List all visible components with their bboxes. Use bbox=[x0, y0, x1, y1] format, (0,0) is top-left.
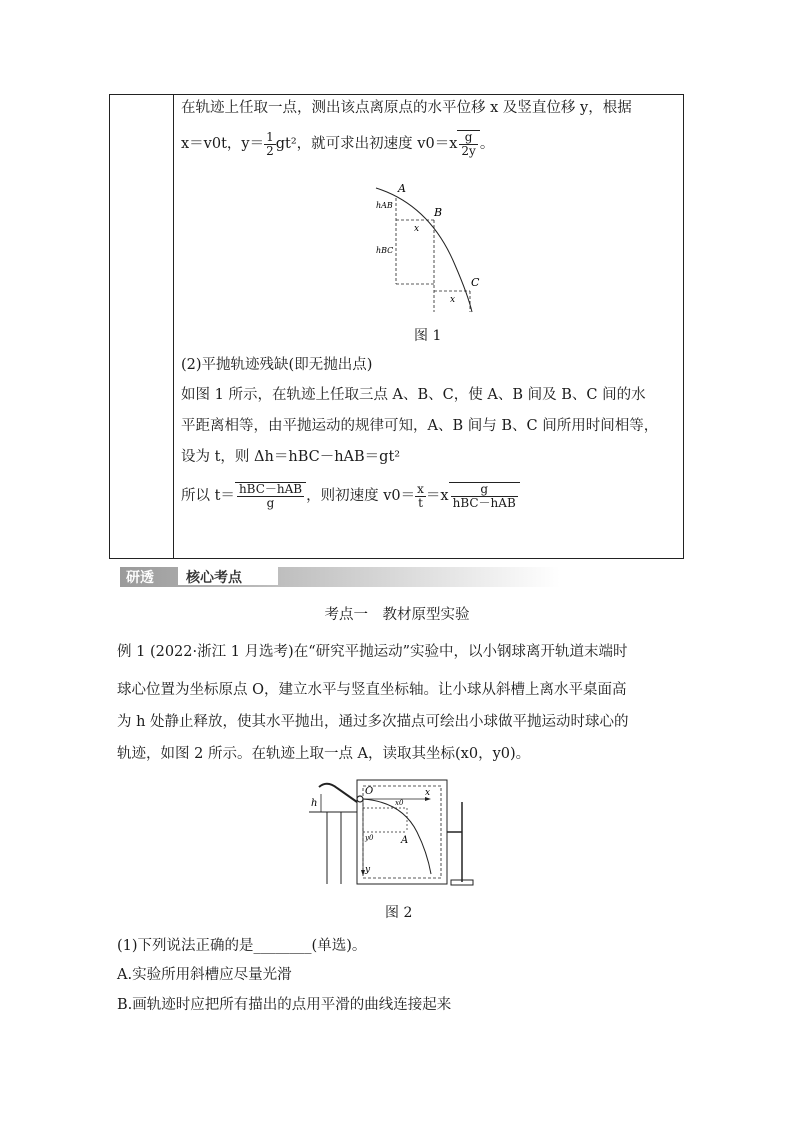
figure2-label-y: y bbox=[365, 865, 371, 875]
table-para3: 设为 t，则 Δh＝hBC－hAB＝gt² bbox=[181, 449, 401, 465]
figure1-caption: 图 1 bbox=[414, 328, 442, 344]
figure2-label-x0: x0 bbox=[395, 799, 404, 807]
example-line1: 例 1 (2022·浙江 1 月选考)在“研究平抛运动”实验中，以小钢球离开轨道末端时 bbox=[117, 644, 628, 660]
figure2-chute bbox=[319, 784, 357, 802]
figure1-label-hbc: hBC bbox=[376, 246, 394, 255]
figure1-diagram bbox=[370, 180, 480, 315]
example-line2: 球心位置为坐标原点 O，建立水平与竖直坐标轴。让小球从斜槽上离水平桌面高 bbox=[117, 682, 627, 698]
figure2-diagram bbox=[307, 772, 487, 892]
figure1-label-c: C bbox=[471, 276, 480, 289]
figure1-label-b: B bbox=[434, 206, 443, 219]
option-a: A.实验所用斜槽应尽量光滑 bbox=[117, 967, 292, 983]
example-line3: 为 h 处静止释放，使其水平抛出，通过多次描点可绘出小球做平抛运动时球心的 bbox=[117, 714, 629, 730]
table-left-column bbox=[110, 95, 174, 558]
figure2-caption: 图 2 bbox=[385, 905, 413, 921]
table-line1: 在轨迹上任取一点，测出该点离原点的水平位移 x 及竖直位移 y，根据 bbox=[181, 100, 632, 116]
table-line2: x＝v0t，y＝ $\frac{1}{2}$ gt²，就可求出初速度 v0＝x $\frac{g}{2y}$ 。 bbox=[181, 129, 495, 158]
figure2-label-h: h bbox=[311, 798, 318, 809]
section-title: 考点一 教材原型实验 bbox=[324, 607, 470, 623]
table-sub-heading: (2)平抛轨迹残缺(即无抛出点) bbox=[181, 357, 373, 373]
figure1-label-hab: hAB bbox=[376, 201, 393, 210]
figure1-label-x2: x bbox=[450, 295, 456, 305]
figure1-label-x1: x bbox=[414, 224, 420, 234]
option-b: B.画轨迹时应把所有描出的点用平滑的曲线连接起来 bbox=[117, 997, 452, 1013]
figure2-label-x: x bbox=[425, 788, 431, 798]
figure2-label-y0: y0 bbox=[365, 834, 374, 842]
table-para1: 如图 1 所示，在轨迹上任取三点 A、B、C，使 A、B 间及 B、C 间的水 bbox=[181, 387, 646, 403]
section-banner bbox=[120, 565, 560, 589]
figure2-ball bbox=[357, 796, 363, 802]
banner-right: 核心考点 bbox=[186, 570, 242, 586]
banner-left: 研透 bbox=[126, 570, 154, 586]
table-para2: 平距离相等，由平抛运动的规律可知，A、B 间与 B、C 间所用时间相等， bbox=[181, 418, 659, 434]
example-line4: 轨迹，如图 2 所示。在轨迹上取一点 A，读取其坐标(x0，y0)。 bbox=[117, 746, 531, 762]
figure1-label-a: A bbox=[398, 182, 406, 195]
question-1: (1)下列说法正确的是________(单选)。 bbox=[117, 938, 367, 954]
figure2-label-a: A bbox=[401, 835, 409, 846]
figure2-label-o: O bbox=[365, 786, 374, 797]
table-final-formula: 所以 t＝ $\frac{\text{hBC－hAB}}{g}$ ，则初速度 v0＝ $\frac{x}{t}$ ＝x $\frac{g}{\text{hBC－hAB}}$ bbox=[181, 482, 520, 510]
